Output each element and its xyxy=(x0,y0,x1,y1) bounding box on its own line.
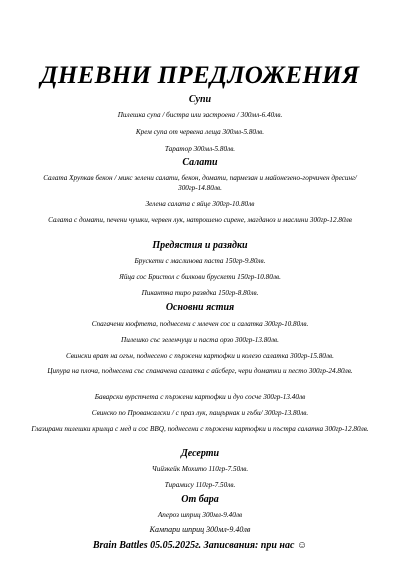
menu-item: Зелена салата с яйце 300гр-10.80лв xyxy=(145,200,255,208)
menu-item: Баварски вурстчета с пържени картофки и дуо сосче 300гр-13.40лв xyxy=(94,393,306,401)
section-heading-salads: Салати xyxy=(182,157,218,168)
section-heading-bar: От бара xyxy=(181,494,219,505)
menu-item: Глазирани пилешки крилца с мед и сос BBQ, поднесени с пържени картофки и пъстра салатка 300гр-12.80лв. xyxy=(31,425,369,433)
menu-item: Кампари шприц 300мл-9.40лв xyxy=(149,525,251,534)
menu-item: Спагачени кюфтета, поднесени с млечен сос и салатка 300гр-10.80лв. xyxy=(91,320,309,328)
menu-item: Пилешко със зеленчуци и паста орзо 300гр-13.80лв. xyxy=(121,336,279,344)
section-heading-mains: Основни ястия xyxy=(165,302,235,313)
section-heading-soups: Супи xyxy=(188,94,212,105)
menu-item: Апероз шприц 300мл-9.40лв xyxy=(157,511,243,519)
section-heading-starters: Предястия и разядки xyxy=(152,240,248,251)
menu-item: Салата Хрупкав бекон / микс зелени салати, бекон, домати, пармезан и майонезено-горчичен дресинг/ 300гр-14.80лв. xyxy=(43,174,357,192)
menu-item: Салата с домати, печени чушки, червен лук, натрошено сирене, магданоз и маслини 300гр-12.80лв xyxy=(48,216,352,224)
menu-item: Крем супа от червена леща 300мл-5.80лв. xyxy=(135,128,265,136)
section-heading-desserts: Десерти xyxy=(180,448,220,459)
menu-item: Ципура на плоча, поднесена със спаначена салатка с айсберг, чери доматки и песто 300гр-24.80лв. xyxy=(47,367,353,375)
menu-item: Свинско по Провансалски / с праз лук, пащърнак и гъби/ 300гр-13.80лв. xyxy=(91,409,309,417)
menu-item: Таратор 300мл-5.80лв. xyxy=(164,145,236,153)
menu-item: Пилешка супа / бистра или застроена / 300мл-6.40лв. xyxy=(117,111,283,119)
menu-item: Чийзкейк Мохито 110гр-7.50лв. xyxy=(151,465,249,473)
menu-item: Пикантна тиро разядка 150гр-8.80лв. xyxy=(141,289,259,297)
menu-item: Брускети с маслинова паста 150гр-9.80лв. xyxy=(134,257,266,265)
menu-item: Тирамису 110гр-7.50лв. xyxy=(164,481,236,489)
menu-item: Свински врат на огън, поднесено с пържени картофки и колезо салатка 300гр-15.80лв. xyxy=(66,352,334,360)
event-announcement: Brain Battles 05.05.2025г. Записвания: при нас ☺ xyxy=(92,540,308,551)
menu-item: Яйца сос Бристол с билкови брускети 150гр-10.80лв. xyxy=(119,273,281,281)
page-title: ДНЕВНИ ПРЕДЛОЖЕНИЯ xyxy=(40,62,360,89)
